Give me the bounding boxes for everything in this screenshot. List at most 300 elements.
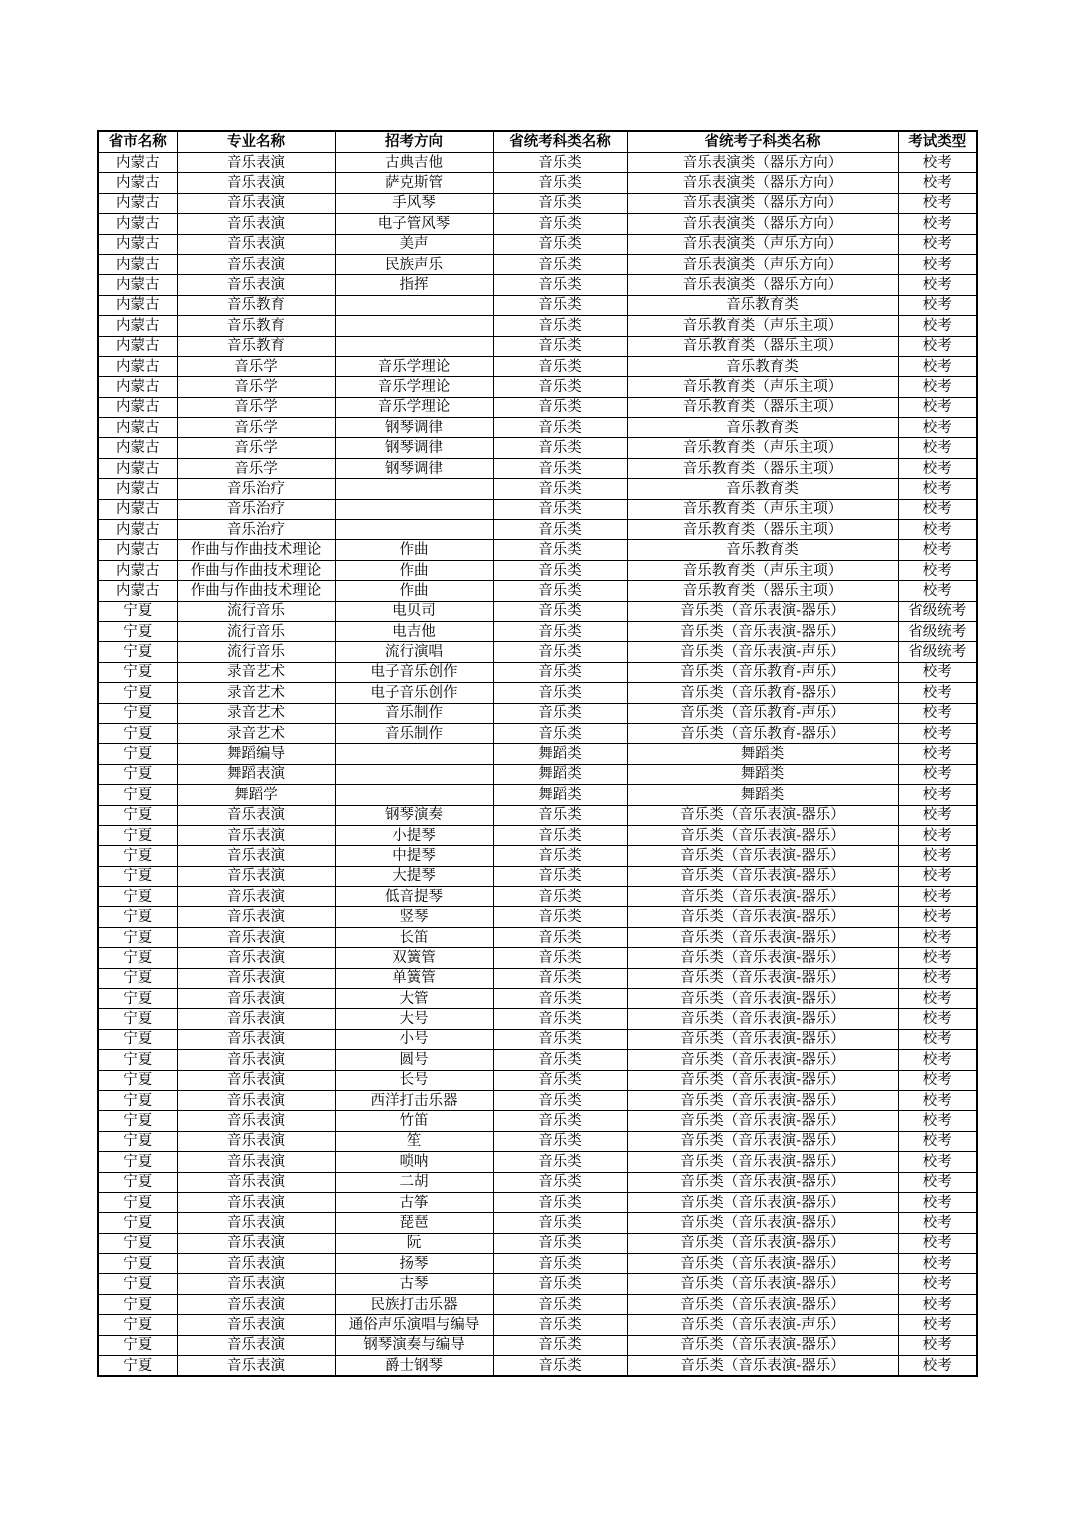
table-row <box>98 316 977 336</box>
cell-exam-type: 省级统考 <box>898 642 977 662</box>
cell-category: 音乐类 <box>493 356 627 376</box>
cell-province: 内蒙古 <box>98 397 177 417</box>
cell-exam-type: 校考 <box>898 968 977 988</box>
cell-major: 音乐表演 <box>177 275 335 295</box>
cell-category: 音乐类 <box>493 948 627 968</box>
cell-direction: 长笛 <box>335 927 493 947</box>
cell-category: 音乐类 <box>493 438 627 458</box>
cell-exam-type: 校考 <box>898 907 977 927</box>
cell-major: 音乐表演 <box>177 1090 335 1110</box>
cell-subcategory: 音乐表演类（器乐方向） <box>627 275 898 295</box>
table-row <box>98 846 977 866</box>
cell-province: 宁夏 <box>98 927 177 947</box>
cell-major: 音乐表演 <box>177 805 335 825</box>
cell-major: 音乐表演 <box>177 866 335 886</box>
cell-subcategory: 音乐教育类（声乐主项） <box>627 499 898 519</box>
cell-province: 宁夏 <box>98 1294 177 1314</box>
cell-subcategory: 音乐类（音乐表演-声乐） <box>627 642 898 662</box>
cell-category: 音乐类 <box>493 662 627 682</box>
cell-exam-type: 校考 <box>898 1315 977 1335</box>
cell-subcategory: 音乐类（音乐表演-器乐） <box>627 1111 898 1131</box>
cell-direction: 通俗声乐演唱与编导 <box>335 1315 493 1335</box>
cell-direction: 竹笛 <box>335 1111 493 1131</box>
cell-province: 宁夏 <box>98 1131 177 1151</box>
cell-category: 音乐类 <box>493 1050 627 1070</box>
cell-exam-type: 校考 <box>898 1335 977 1355</box>
cell-major: 舞蹈编导 <box>177 744 335 764</box>
table-row <box>98 866 977 886</box>
header-exam-type: 考试类型 <box>898 131 977 153</box>
cell-subcategory: 音乐类（音乐表演-器乐） <box>627 927 898 947</box>
table-row <box>98 825 977 845</box>
table-row <box>98 581 977 601</box>
cell-direction: 低音提琴 <box>335 887 493 907</box>
cell-province: 内蒙古 <box>98 540 177 560</box>
cell-exam-type: 校考 <box>898 805 977 825</box>
cell-subcategory: 音乐教育类（器乐主项） <box>627 581 898 601</box>
cell-category: 音乐类 <box>493 887 627 907</box>
cell-exam-type: 校考 <box>898 520 977 540</box>
cell-exam-type: 校考 <box>898 764 977 784</box>
cell-subcategory: 音乐教育类（器乐主项） <box>627 520 898 540</box>
cell-major: 音乐表演 <box>177 254 335 274</box>
cell-province: 内蒙古 <box>98 214 177 234</box>
cell-subcategory: 音乐类（音乐表演-器乐） <box>627 866 898 886</box>
cell-major: 音乐表演 <box>177 173 335 193</box>
cell-direction: 钢琴调律 <box>335 458 493 478</box>
cell-province: 内蒙古 <box>98 377 177 397</box>
cell-exam-type: 校考 <box>898 295 977 315</box>
cell-subcategory: 音乐类（音乐表演-器乐） <box>627 1192 898 1212</box>
cell-direction: 作曲 <box>335 560 493 580</box>
cell-province: 宁夏 <box>98 887 177 907</box>
cell-exam-type: 校考 <box>898 418 977 438</box>
cell-province: 宁夏 <box>98 1070 177 1090</box>
cell-direction: 电贝司 <box>335 601 493 621</box>
cell-subcategory: 音乐类（音乐表演-器乐） <box>627 1152 898 1172</box>
cell-province: 内蒙古 <box>98 295 177 315</box>
cell-major: 录音艺术 <box>177 662 335 682</box>
cell-category: 音乐类 <box>493 907 627 927</box>
table-row <box>98 764 977 784</box>
cell-province: 宁夏 <box>98 1029 177 1049</box>
cell-exam-type: 校考 <box>898 540 977 560</box>
table-row <box>98 1315 977 1335</box>
cell-category: 音乐类 <box>493 418 627 438</box>
cell-major: 作曲与作曲技术理论 <box>177 560 335 580</box>
cell-province: 宁夏 <box>98 1274 177 1294</box>
cell-direction: 竖琴 <box>335 907 493 927</box>
cell-province: 宁夏 <box>98 825 177 845</box>
table-row <box>98 356 977 376</box>
table-row <box>98 193 977 213</box>
table-row <box>98 887 977 907</box>
cell-exam-type: 校考 <box>898 1356 977 1377</box>
table-row <box>98 295 977 315</box>
cell-direction: 小号 <box>335 1029 493 1049</box>
cell-subcategory: 音乐类（音乐表演-器乐） <box>627 825 898 845</box>
cell-province: 内蒙古 <box>98 520 177 540</box>
cell-direction: 阮 <box>335 1233 493 1253</box>
table-row <box>98 254 977 274</box>
cell-exam-type: 校考 <box>898 377 977 397</box>
cell-province: 宁夏 <box>98 785 177 805</box>
cell-category: 音乐类 <box>493 1274 627 1294</box>
header-subcategory: 省统考子科类名称 <box>627 131 898 153</box>
table-row <box>98 785 977 805</box>
cell-category: 音乐类 <box>493 336 627 356</box>
cell-province: 宁夏 <box>98 1192 177 1212</box>
cell-exam-type: 校考 <box>898 825 977 845</box>
cell-subcategory: 音乐类（音乐表演-器乐） <box>627 805 898 825</box>
cell-exam-type: 校考 <box>898 193 977 213</box>
cell-direction: 小提琴 <box>335 825 493 845</box>
cell-major: 音乐治疗 <box>177 520 335 540</box>
table-row <box>98 1335 977 1355</box>
cell-category: 音乐类 <box>493 316 627 336</box>
cell-province: 宁夏 <box>98 764 177 784</box>
cell-category: 音乐类 <box>493 234 627 254</box>
cell-exam-type: 校考 <box>898 1294 977 1314</box>
cell-major: 音乐表演 <box>177 1213 335 1233</box>
cell-subcategory: 音乐教育类（声乐主项） <box>627 377 898 397</box>
table-row <box>98 989 977 1009</box>
cell-subcategory: 音乐类（音乐表演-器乐） <box>627 968 898 988</box>
cell-subcategory: 音乐类（音乐教育-器乐） <box>627 723 898 743</box>
cell-province: 宁夏 <box>98 1090 177 1110</box>
cell-category: 音乐类 <box>493 805 627 825</box>
table-row <box>98 662 977 682</box>
cell-major: 音乐表演 <box>177 968 335 988</box>
cell-subcategory: 音乐教育类 <box>627 540 898 560</box>
cell-major: 流行音乐 <box>177 601 335 621</box>
cell-exam-type: 校考 <box>898 581 977 601</box>
cell-province: 宁夏 <box>98 1009 177 1029</box>
cell-exam-type: 校考 <box>898 1029 977 1049</box>
cell-category: 音乐类 <box>493 1131 627 1151</box>
cell-subcategory: 舞蹈类 <box>627 785 898 805</box>
cell-exam-type: 校考 <box>898 458 977 478</box>
table-row <box>98 540 977 560</box>
cell-province: 宁夏 <box>98 1172 177 1192</box>
cell-province: 宁夏 <box>98 846 177 866</box>
cell-exam-type: 校考 <box>898 275 977 295</box>
cell-category: 音乐类 <box>493 703 627 723</box>
table-row <box>98 560 977 580</box>
cell-subcategory: 音乐类（音乐表演-器乐） <box>627 1213 898 1233</box>
cell-major: 音乐表演 <box>177 989 335 1009</box>
cell-category: 音乐类 <box>493 193 627 213</box>
cell-province: 宁夏 <box>98 703 177 723</box>
cell-exam-type: 校考 <box>898 744 977 764</box>
cell-direction: 中提琴 <box>335 846 493 866</box>
cell-category: 音乐类 <box>493 520 627 540</box>
cell-direction: 扬琴 <box>335 1254 493 1274</box>
cell-direction: 手风琴 <box>335 193 493 213</box>
cell-major: 音乐表演 <box>177 1070 335 1090</box>
cell-province: 宁夏 <box>98 1213 177 1233</box>
cell-province: 内蒙古 <box>98 336 177 356</box>
cell-direction <box>335 499 493 519</box>
cell-province: 宁夏 <box>98 1152 177 1172</box>
cell-major: 音乐表演 <box>177 1029 335 1049</box>
cell-province: 内蒙古 <box>98 275 177 295</box>
cell-direction: 双簧管 <box>335 948 493 968</box>
table-row <box>98 948 977 968</box>
cell-province: 宁夏 <box>98 1111 177 1131</box>
cell-province: 宁夏 <box>98 805 177 825</box>
cell-category: 舞蹈类 <box>493 744 627 764</box>
cell-exam-type: 校考 <box>898 948 977 968</box>
cell-direction: 琵琶 <box>335 1213 493 1233</box>
cell-direction: 音乐制作 <box>335 723 493 743</box>
cell-subcategory: 音乐类（音乐表演-器乐） <box>627 1070 898 1090</box>
cell-province: 内蒙古 <box>98 316 177 336</box>
cell-direction: 电吉他 <box>335 621 493 641</box>
cell-province: 宁夏 <box>98 1315 177 1335</box>
cell-category: 音乐类 <box>493 968 627 988</box>
cell-subcategory: 音乐教育类（声乐主项） <box>627 316 898 336</box>
cell-direction: 西洋打击乐器 <box>335 1090 493 1110</box>
cell-subcategory: 音乐类（音乐表演-器乐） <box>627 887 898 907</box>
cell-subcategory: 音乐表演类（声乐方向） <box>627 254 898 274</box>
cell-direction <box>335 316 493 336</box>
cell-category: 音乐类 <box>493 1233 627 1253</box>
cell-category: 音乐类 <box>493 560 627 580</box>
cell-direction: 大管 <box>335 989 493 1009</box>
cell-major: 录音艺术 <box>177 723 335 743</box>
cell-exam-type: 校考 <box>898 866 977 886</box>
cell-category: 音乐类 <box>493 989 627 1009</box>
cell-direction: 大提琴 <box>335 866 493 886</box>
table-row <box>98 438 977 458</box>
cell-major: 音乐表演 <box>177 1233 335 1253</box>
table-row <box>98 1090 977 1110</box>
cell-province: 宁夏 <box>98 1335 177 1355</box>
cell-major: 音乐表演 <box>177 1152 335 1172</box>
cell-subcategory: 音乐表演类（声乐方向） <box>627 234 898 254</box>
cell-category: 舞蹈类 <box>493 764 627 784</box>
table-row <box>98 642 977 662</box>
cell-category: 音乐类 <box>493 1254 627 1274</box>
cell-exam-type: 省级统考 <box>898 621 977 641</box>
cell-direction: 唢呐 <box>335 1152 493 1172</box>
cell-exam-type: 校考 <box>898 254 977 274</box>
cell-subcategory: 音乐教育类（器乐主项） <box>627 397 898 417</box>
cell-category: 音乐类 <box>493 153 627 173</box>
table-row <box>98 1294 977 1314</box>
cell-direction <box>335 785 493 805</box>
header-province: 省市名称 <box>98 131 177 153</box>
cell-direction: 音乐学理论 <box>335 397 493 417</box>
cell-major: 音乐治疗 <box>177 499 335 519</box>
cell-province: 内蒙古 <box>98 153 177 173</box>
cell-exam-type: 校考 <box>898 1070 977 1090</box>
cell-exam-type: 校考 <box>898 234 977 254</box>
header-category: 省统考科类名称 <box>493 131 627 153</box>
cell-major: 音乐学 <box>177 418 335 438</box>
cell-major: 音乐表演 <box>177 927 335 947</box>
cell-subcategory: 音乐教育类（声乐主项） <box>627 438 898 458</box>
cell-province: 宁夏 <box>98 601 177 621</box>
cell-major: 音乐治疗 <box>177 479 335 499</box>
cell-subcategory: 音乐类（音乐表演-器乐） <box>627 1274 898 1294</box>
table-row <box>98 805 977 825</box>
cell-subcategory: 音乐类（音乐表演-器乐） <box>627 948 898 968</box>
cell-province: 宁夏 <box>98 1254 177 1274</box>
cell-exam-type: 校考 <box>898 785 977 805</box>
table-row <box>98 1152 977 1172</box>
cell-major: 音乐表演 <box>177 846 335 866</box>
cell-subcategory: 音乐教育类（器乐主项） <box>627 458 898 478</box>
cell-subcategory: 音乐教育类（器乐主项） <box>627 336 898 356</box>
cell-direction: 长号 <box>335 1070 493 1090</box>
cell-exam-type: 校考 <box>898 560 977 580</box>
table-row <box>98 683 977 703</box>
cell-direction: 爵士钢琴 <box>335 1356 493 1377</box>
cell-category: 音乐类 <box>493 621 627 641</box>
table-row <box>98 1213 977 1233</box>
cell-category: 舞蹈类 <box>493 785 627 805</box>
cell-category: 音乐类 <box>493 1009 627 1029</box>
cell-province: 宁夏 <box>98 642 177 662</box>
cell-category: 音乐类 <box>493 581 627 601</box>
cell-category: 音乐类 <box>493 1029 627 1049</box>
cell-category: 音乐类 <box>493 397 627 417</box>
table-row <box>98 1172 977 1192</box>
cell-exam-type: 校考 <box>898 989 977 1009</box>
cell-exam-type: 校考 <box>898 1233 977 1253</box>
cell-category: 音乐类 <box>493 846 627 866</box>
cell-major: 流行音乐 <box>177 621 335 641</box>
cell-major: 音乐教育 <box>177 336 335 356</box>
cell-subcategory: 音乐类（音乐表演-器乐） <box>627 1009 898 1029</box>
cell-category: 音乐类 <box>493 377 627 397</box>
table-row <box>98 1254 977 1274</box>
cell-subcategory: 音乐类（音乐表演-器乐） <box>627 601 898 621</box>
cell-province: 内蒙古 <box>98 458 177 478</box>
cell-category: 音乐类 <box>493 683 627 703</box>
cell-province: 宁夏 <box>98 723 177 743</box>
cell-direction <box>335 295 493 315</box>
cell-direction: 古琴 <box>335 1274 493 1294</box>
cell-exam-type: 校考 <box>898 846 977 866</box>
header-row <box>98 131 977 153</box>
cell-major: 音乐学 <box>177 356 335 376</box>
cell-direction: 古筝 <box>335 1192 493 1212</box>
cell-category: 音乐类 <box>493 927 627 947</box>
cell-exam-type: 校考 <box>898 1192 977 1212</box>
cell-major: 音乐教育 <box>177 295 335 315</box>
cell-direction: 作曲 <box>335 581 493 601</box>
cell-category: 音乐类 <box>493 499 627 519</box>
cell-category: 音乐类 <box>493 254 627 274</box>
cell-direction: 圆号 <box>335 1050 493 1070</box>
cell-major: 音乐表演 <box>177 1356 335 1377</box>
cell-province: 内蒙古 <box>98 193 177 213</box>
cell-exam-type: 校考 <box>898 1172 977 1192</box>
cell-direction: 钢琴演奏与编导 <box>335 1335 493 1355</box>
cell-exam-type: 校考 <box>898 662 977 682</box>
header-direction: 招考方向 <box>335 131 493 153</box>
cell-major: 音乐表演 <box>177 234 335 254</box>
cell-exam-type: 校考 <box>898 683 977 703</box>
cell-major: 音乐表演 <box>177 825 335 845</box>
table-row <box>98 499 977 519</box>
cell-subcategory: 音乐类（音乐教育-声乐） <box>627 662 898 682</box>
cell-subcategory: 音乐类（音乐表演-器乐） <box>627 989 898 1009</box>
cell-direction: 流行演唱 <box>335 642 493 662</box>
cell-category: 音乐类 <box>493 1356 627 1377</box>
table-row <box>98 418 977 438</box>
table-row <box>98 1131 977 1151</box>
cell-category: 音乐类 <box>493 825 627 845</box>
cell-exam-type: 校考 <box>898 1254 977 1274</box>
cell-subcategory: 舞蹈类 <box>627 764 898 784</box>
cell-major: 音乐表演 <box>177 1315 335 1335</box>
table-row <box>98 1233 977 1253</box>
cell-direction: 电子管风琴 <box>335 214 493 234</box>
cell-category: 音乐类 <box>493 601 627 621</box>
cell-category: 音乐类 <box>493 1315 627 1335</box>
cell-province: 内蒙古 <box>98 581 177 601</box>
table-row <box>98 1356 977 1377</box>
table-row <box>98 1111 977 1131</box>
cell-major: 音乐表演 <box>177 1274 335 1294</box>
cell-subcategory: 音乐类（音乐教育-器乐） <box>627 683 898 703</box>
cell-category: 音乐类 <box>493 1111 627 1131</box>
cell-subcategory: 音乐类（音乐表演-器乐） <box>627 1131 898 1151</box>
cell-direction: 古典吉他 <box>335 153 493 173</box>
cell-province: 宁夏 <box>98 662 177 682</box>
header-major: 专业名称 <box>177 131 335 153</box>
cell-subcategory: 音乐类（音乐表演-器乐） <box>627 1233 898 1253</box>
cell-subcategory: 音乐教育类 <box>627 295 898 315</box>
cell-subcategory: 音乐类（音乐表演-器乐） <box>627 907 898 927</box>
cell-category: 音乐类 <box>493 540 627 560</box>
cell-subcategory: 音乐类（音乐表演-器乐） <box>627 1029 898 1049</box>
cell-subcategory: 音乐类（音乐表演-器乐） <box>627 1172 898 1192</box>
cell-direction: 美声 <box>335 234 493 254</box>
cell-subcategory: 音乐教育类 <box>627 418 898 438</box>
cell-direction: 钢琴演奏 <box>335 805 493 825</box>
cell-major: 音乐表演 <box>177 1131 335 1151</box>
cell-major: 音乐表演 <box>177 1335 335 1355</box>
cell-major: 录音艺术 <box>177 683 335 703</box>
cell-category: 音乐类 <box>493 642 627 662</box>
table-row <box>98 234 977 254</box>
cell-direction: 笙 <box>335 1131 493 1151</box>
cell-direction <box>335 764 493 784</box>
cell-category: 音乐类 <box>493 1090 627 1110</box>
cell-major: 音乐表演 <box>177 1111 335 1131</box>
cell-subcategory: 音乐类（音乐表演-器乐） <box>627 1294 898 1314</box>
cell-category: 音乐类 <box>493 214 627 234</box>
cell-subcategory: 音乐表演类（器乐方向） <box>627 153 898 173</box>
cell-category: 音乐类 <box>493 295 627 315</box>
cell-direction: 音乐学理论 <box>335 356 493 376</box>
cell-major: 音乐表演 <box>177 153 335 173</box>
cell-major: 作曲与作曲技术理论 <box>177 581 335 601</box>
cell-province: 宁夏 <box>98 907 177 927</box>
cell-direction <box>335 744 493 764</box>
cell-category: 音乐类 <box>493 1152 627 1172</box>
cell-category: 音乐类 <box>493 1192 627 1212</box>
cell-major: 音乐表演 <box>177 214 335 234</box>
cell-exam-type: 校考 <box>898 1152 977 1172</box>
cell-subcategory: 音乐表演类（器乐方向） <box>627 193 898 213</box>
cell-exam-type: 校考 <box>898 356 977 376</box>
